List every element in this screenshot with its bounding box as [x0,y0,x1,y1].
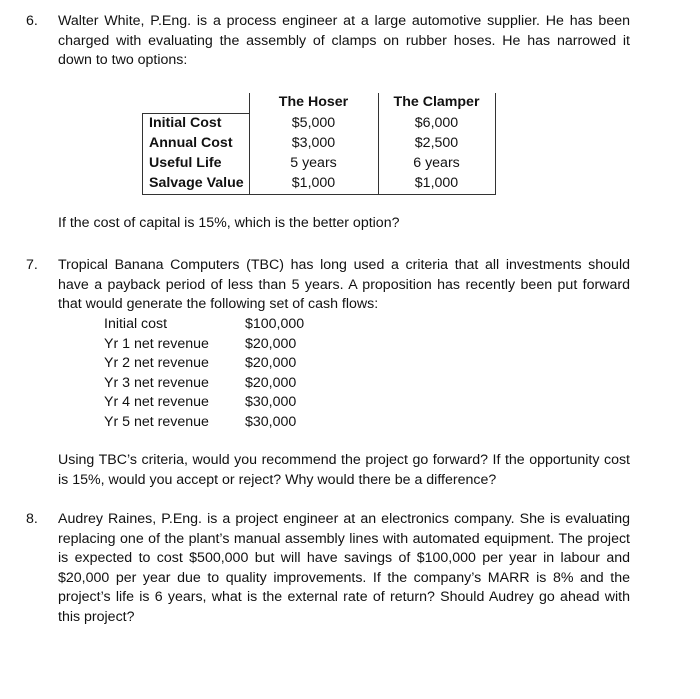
cash-flow-value: $20,000 [245,355,297,372]
list-item [104,354,364,374]
question-6 [26,12,630,71]
table-cell: $2,500 [378,134,495,154]
question-7 [26,256,630,315]
table-row [143,134,496,154]
table-header-cell: The Hoser [249,93,378,114]
question-6-prompt: If the cost of capital is 15%, which is the better option? [58,215,400,231]
question-7-followup: Using TBC’s criteria, would you recommend the project go forward? If the opportunity cost is 15%, would you accept or reject? Why would there be a difference? [58,452,630,488]
table-row-label: Initial Cost [143,114,250,135]
cash-flow-value: $20,000 [245,335,297,352]
question-text: Audrey Raines, P.Eng. is a project engineer at an electronics company. She is evaluating replacing one of the plant’s manual assembly lines with automated equipment. The project is expected to cost $500,000 but will have savings of $100,000 per year in labour and $20,000 per year due to quality improvements. If the company’s MARR is 8% and the project’s life is 6 years, what is the external rate of return? Should Audrey go ahead with this project? [58,511,630,625]
table-cell: $3,000 [249,134,378,154]
cash-flow-value: $20,000 [245,374,297,391]
list-item [104,315,364,335]
list-item [104,413,364,433]
table-corner-cell [143,93,250,114]
table-row [143,174,496,195]
table-header-cell: The Clamper [378,93,495,114]
cash-flow-value: $30,000 [245,413,297,430]
question-number: 7. [26,257,38,273]
question-8 [26,510,630,628]
options-table [142,93,496,195]
list-item [104,374,364,394]
table-row-label: Annual Cost [143,134,250,154]
table-cell: $6,000 [378,114,495,135]
list-item [104,393,364,413]
cash-flow-label: Yr 2 net revenue [104,355,209,372]
cash-flow-list [104,315,364,433]
table-cell: $1,000 [249,174,378,195]
question-number: 8. [26,511,38,527]
table-header-row [143,93,496,114]
table-row [143,154,496,174]
cash-flow-label: Yr 4 net revenue [104,394,209,411]
table-cell: $5,000 [249,114,378,135]
cash-flow-value: $100,000 [245,316,305,332]
list-item [104,335,364,355]
cash-flow-label: Initial cost [104,316,168,332]
table-row-label: Useful Life [143,154,250,174]
question-text: Walter White, P.Eng. is a process engineer at a large automotive supplier. He has been charged with evaluating the assembly of clamps on rubber hoses. He has narrowed it down to two options: [58,13,630,69]
cash-flow-label: Yr 1 net revenue [104,335,209,352]
cash-flow-label: Yr 3 net revenue [104,374,209,391]
table-row-label: Salvage Value [143,174,250,195]
table-row [143,114,496,135]
cash-flow-value: $30,000 [245,394,297,411]
table-cell: 6 years [378,154,495,174]
question-text: Tropical Banana Computers (TBC) has long used a criteria that all investments should have a payback period of less than 5 years. A proposition has recently been put forward that would generate the following set of cash flows: [58,257,630,313]
table-cell: $1,000 [378,174,495,195]
question-number: 6. [26,13,38,29]
cash-flow-label: Yr 5 net revenue [104,413,209,430]
table-cell: 5 years [249,154,378,174]
